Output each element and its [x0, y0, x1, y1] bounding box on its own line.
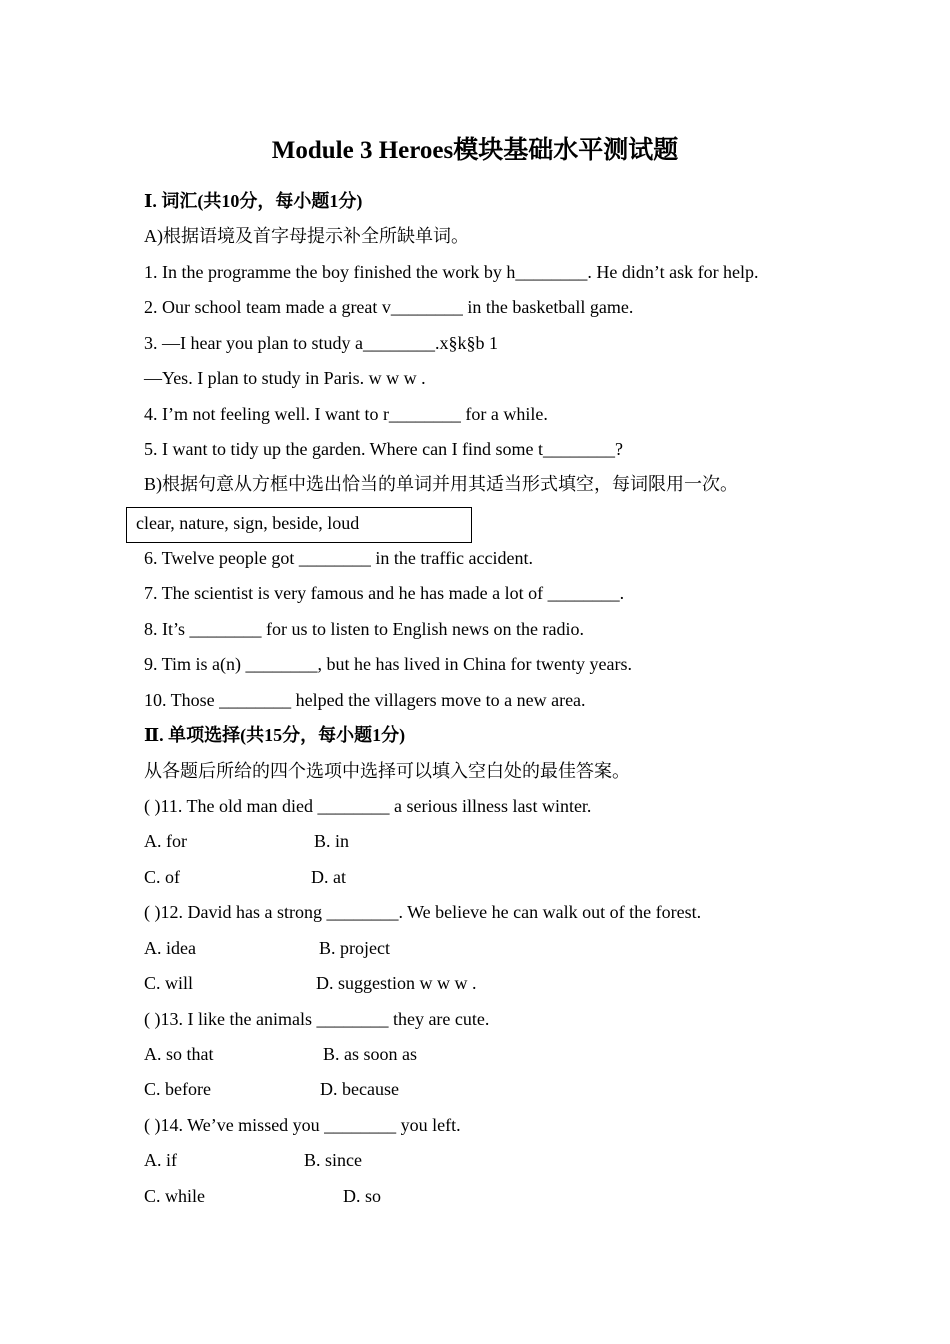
question-3-prompt: 3. —I hear you plan to study a________.x§k§b 1 [144, 333, 498, 353]
section1-heading: Ⅰ. 词汇(共10分，每小题1分) [144, 191, 363, 211]
question-11-option-b: B. in [314, 831, 350, 851]
question-11-option-a: A. for [144, 831, 187, 851]
question-12-option-b: B. project [319, 938, 390, 958]
question-13-option-a: A. so that [144, 1044, 214, 1064]
question-13-option-c: C. before [144, 1079, 211, 1099]
question-8: 8. It’s ________ for us to listen to English news on the radio. [144, 619, 584, 639]
question-13-option-b: B. as soon as [323, 1044, 417, 1064]
question-12-option-d: D. suggestion w w w . [316, 973, 477, 993]
question-11-option-d: D. at [311, 867, 346, 887]
question-12-option-c: C. will [144, 973, 194, 993]
question-5: 5. I want to tidy up the garden. Where can I find some t________? [144, 439, 624, 459]
question-12-option-a: A. idea [144, 938, 196, 958]
question-4: 4. I’m not feeling well. I want to r________ for a while. [144, 404, 548, 424]
question-3-reply: —Yes. I plan to study in Paris. w w w . [144, 368, 426, 388]
word-box [126, 507, 472, 543]
section1-part-b-instructions: B)根据句意从方框中选出恰当的单词并用其适当形式填空，每词限用一次。 [144, 474, 738, 494]
question-14-option-b: B. since [304, 1150, 362, 1170]
question-14-stem: ( )14. We’ve missed you ________ you left. [144, 1115, 461, 1135]
word-box-text: clear, nature, sign, beside, loud [136, 513, 360, 533]
question-1: 1. In the programme the boy finished the work by h________. He didn’t ask for help. [144, 262, 759, 282]
question-2: 2. Our school team made a great v________ in the basketball game. [144, 297, 634, 317]
question-7: 7. The scientist is very famous and he has made a lot of ________. [144, 583, 625, 603]
question-12-stem: ( )12. David has a strong ________. We believe he can walk out of the forest. [144, 902, 702, 922]
section1-part-a-instructions: A)根据语境及首字母提示补全所缺单词。 [144, 226, 469, 246]
section2-instructions: 从各题后所给的四个选项中选择可以填入空白处的最佳答案。 [144, 761, 630, 781]
question-6: 6. Twelve people got ________ in the traffic accident. [144, 548, 533, 568]
question-9: 9. Tim is a(n) ________, but he has lived in China for twenty years. [144, 654, 632, 674]
question-11-stem: ( )11. The old man died ________ a serious illness last winter. [144, 796, 592, 816]
section2-heading: Ⅱ. 单项选择(共15分，每小题1分) [144, 725, 406, 745]
question-14-option-c: C. while [144, 1186, 205, 1206]
question-13-stem: ( )13. I like the animals ________ they are cute. [144, 1009, 490, 1029]
question-14-option-a: A. if [144, 1150, 177, 1170]
question-14-option-d: D. so [343, 1186, 382, 1206]
question-10: 10. Those ________ helped the villagers move to a new area. [144, 690, 586, 710]
question-13-option-d: D. because [320, 1079, 399, 1099]
question-11-option-c: C. of [144, 867, 180, 887]
page-title: Module 3 Heroes模块基础水平测试题 [271, 137, 679, 164]
